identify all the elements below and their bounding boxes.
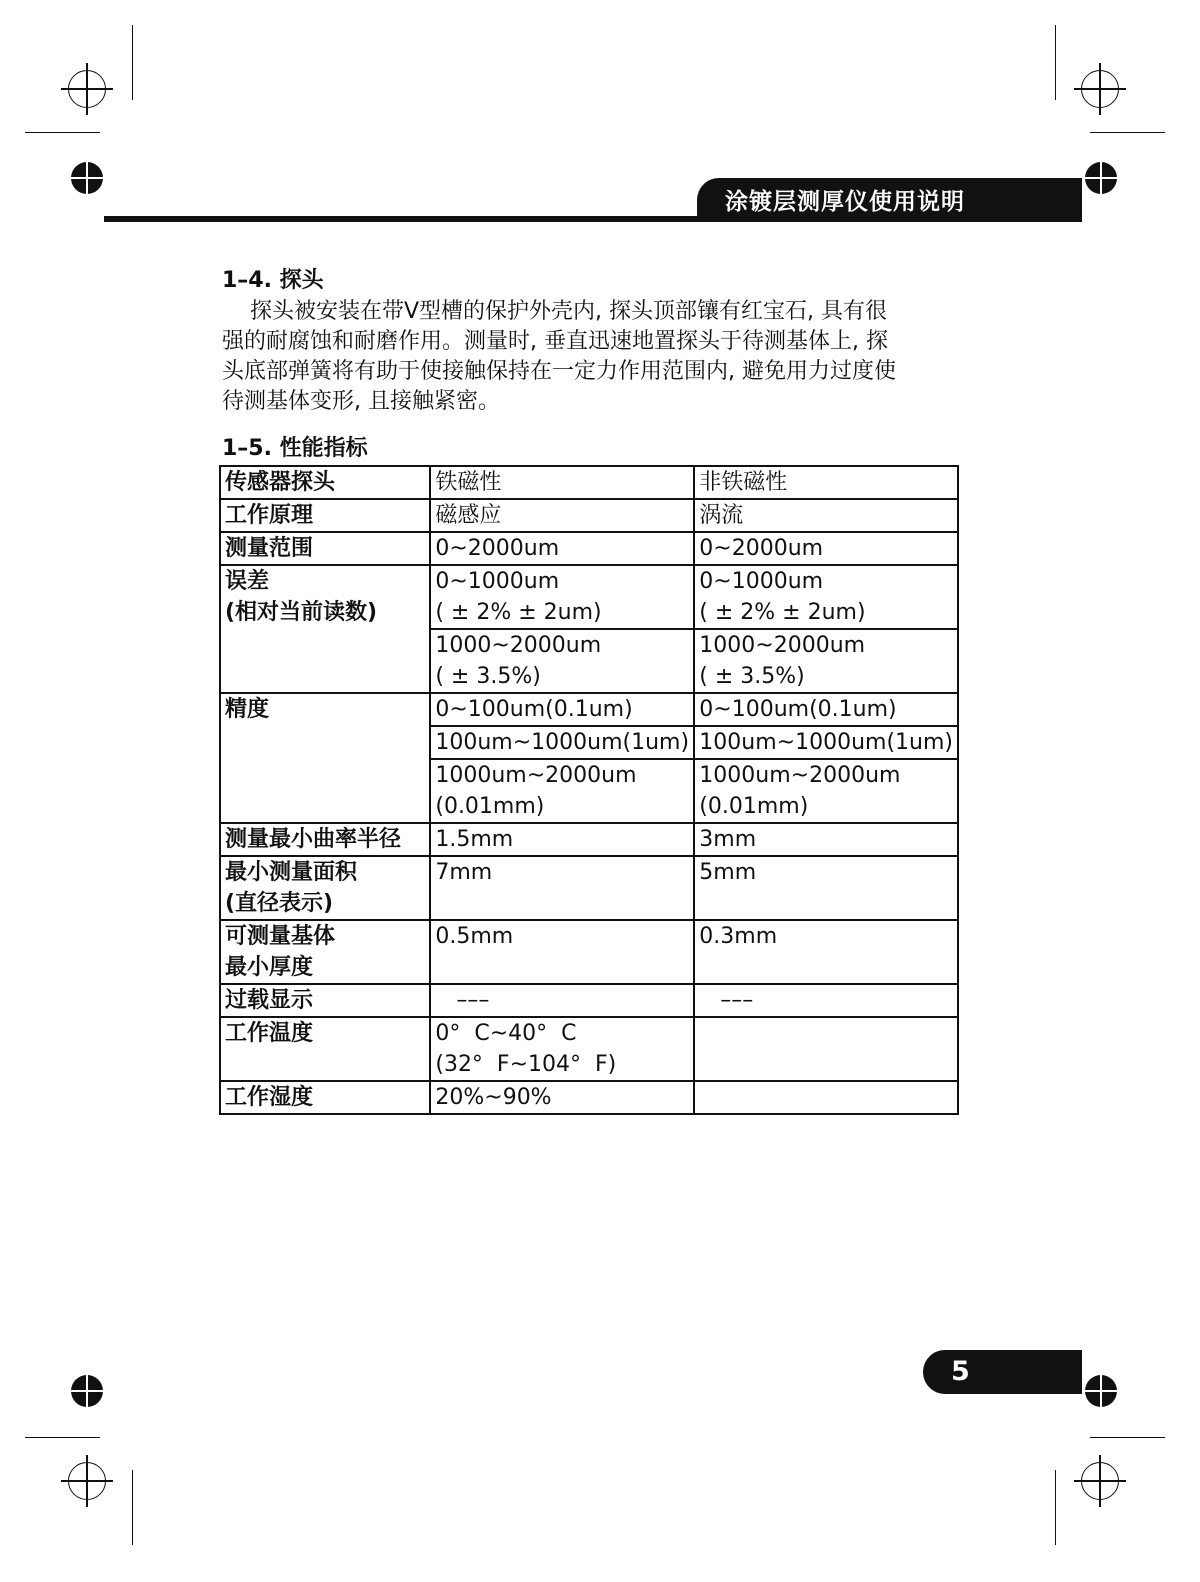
spec-nonferrous-cell [694, 532, 958, 565]
cell-line [699, 1018, 953, 1049]
table-row [220, 1017, 958, 1081]
table-row [220, 693, 958, 726]
spec-table [219, 465, 959, 1115]
spec-nonferrous-cell [694, 726, 958, 759]
spec-ferrous-cell [430, 1017, 694, 1081]
spec-ferrous-cell [430, 920, 694, 984]
table-row [220, 565, 958, 629]
cell-line: 误差 [225, 569, 270, 594]
spec-label-cell [220, 532, 430, 565]
table-row [220, 466, 958, 499]
table-row [220, 532, 958, 565]
cell-line: ––– [435, 988, 490, 1013]
spec-ferrous-cell [430, 984, 694, 1017]
registration-dot-icon [71, 162, 103, 194]
spec-nonferrous-cell [694, 1081, 958, 1114]
cell-line: 磁感应 [435, 503, 502, 528]
spec-label-cell [220, 920, 430, 984]
cell-line: 1.5mm [435, 827, 514, 852]
table-row [220, 984, 958, 1017]
cell-line: 非铁磁性 [699, 470, 788, 495]
crop-mark [132, 1470, 133, 1545]
spec-label-cell [220, 466, 430, 499]
cell-line: (0.01mm) [699, 794, 809, 819]
section-title: 1–5. 性能指标 [222, 436, 368, 461]
spec-nonferrous-cell [694, 629, 958, 693]
cell-line: 最小测量面积 [225, 860, 358, 885]
cell-line: 100um~1000um(1um) [435, 730, 690, 755]
cell-line: 0~2000um [435, 536, 560, 561]
cell-line: 0~100um(0.1um) [699, 697, 897, 722]
paragraph-line: 头底部弹簧将有助于使接触保持在一定力作用范围内, 避免用力过度使 [222, 359, 896, 384]
cell-line: 0.3mm [699, 924, 778, 949]
cell-line: 1000um~2000um [435, 763, 637, 788]
cell-line: 工作温度 [225, 1021, 314, 1046]
spec-ferrous-cell [430, 693, 694, 726]
table-row [220, 856, 958, 920]
spec-ferrous-cell [430, 726, 694, 759]
crop-mark [25, 132, 100, 133]
spec-nonferrous-cell [694, 693, 958, 726]
crop-mark [1090, 1437, 1165, 1438]
cell-line: 测量最小曲率半径 [225, 827, 402, 852]
spec-ferrous-cell [430, 499, 694, 532]
registration-dot-icon [71, 1375, 103, 1407]
spec-ferrous-cell [430, 759, 694, 823]
crop-mark [1090, 132, 1165, 133]
spec-label-cell [220, 823, 430, 856]
cell-line: 工作原理 [225, 503, 314, 528]
cell-line [699, 1082, 953, 1113]
cell-line: ( ± 2% ± 2um) [435, 600, 602, 625]
cell-line: 1000~2000um [699, 633, 866, 658]
spec-label-cell [220, 984, 430, 1017]
spec-label-cell [220, 856, 430, 920]
table-row [220, 823, 958, 856]
crop-mark [132, 25, 133, 100]
cell-line: 0~1000um [699, 569, 824, 594]
crop-mark [1055, 25, 1056, 100]
crop-mark [25, 1437, 100, 1438]
cell-line: 测量范围 [225, 536, 314, 561]
cell-line: 最小厚度 [225, 955, 314, 980]
spec-ferrous-cell [430, 823, 694, 856]
cell-line: 20%~90% [435, 1085, 552, 1110]
table-row [220, 499, 958, 532]
spec-nonferrous-cell [694, 1017, 958, 1081]
spec-ferrous-cell [430, 565, 694, 629]
cell-line: 1000um~2000um [699, 763, 901, 788]
cell-line: 0° C~40° C [435, 1021, 577, 1046]
cell-line: 7mm [435, 860, 493, 885]
spec-nonferrous-cell [694, 499, 958, 532]
registration-mark-icon [61, 1455, 113, 1507]
spec-label-cell [220, 499, 430, 532]
cell-line: 工作湿度 [225, 1085, 314, 1110]
cell-line: (直径表示) [225, 891, 334, 916]
paragraph-line: 强的耐腐蚀和耐磨作用。测量时, 垂直迅速地置探头于待测基体上, 探 [222, 329, 888, 354]
spec-ferrous-cell [430, 466, 694, 499]
spec-ferrous-cell [430, 532, 694, 565]
cell-line: 0.5mm [435, 924, 514, 949]
registration-mark-icon [1074, 1455, 1126, 1507]
spec-nonferrous-cell [694, 565, 958, 629]
cell-line: 精度 [225, 697, 270, 722]
section-probe [222, 266, 982, 416]
spec-label-cell [220, 565, 430, 693]
cell-line: 0~100um(0.1um) [435, 697, 633, 722]
cell-line: 0~1000um [435, 569, 560, 594]
spec-label-cell [220, 1081, 430, 1114]
spec-label-cell [220, 693, 430, 823]
spec-nonferrous-cell [694, 759, 958, 823]
registration-dot-icon [1085, 1375, 1117, 1407]
spec-nonferrous-cell [694, 466, 958, 499]
spec-nonferrous-cell [694, 856, 958, 920]
cell-line: ––– [699, 988, 754, 1013]
cell-line: (相对当前读数) [225, 600, 378, 625]
cell-line: (32° F~104° F) [435, 1052, 617, 1077]
cell-line: 可测量基体 [225, 924, 336, 949]
cell-line: 铁磁性 [435, 470, 502, 495]
spec-nonferrous-cell [694, 920, 958, 984]
cell-line: 100um~1000um(1um) [699, 730, 953, 755]
spec-nonferrous-cell [694, 984, 958, 1017]
registration-mark-icon [1074, 63, 1126, 115]
paragraph-line: 探头被安装在带V型槽的保护外壳内, 探头顶部镶有红宝石, 具有很 [250, 299, 888, 324]
cell-line: ( ± 3.5%) [699, 664, 805, 689]
spec-ferrous-cell [430, 629, 694, 693]
header-title: 涂镀层测厚仪使用说明 [697, 178, 1082, 222]
registration-dot-icon [1085, 162, 1117, 194]
cell-line: 传感器探头 [225, 470, 336, 495]
spec-ferrous-cell [430, 856, 694, 920]
cell-line: ( ± 3.5%) [435, 664, 541, 689]
cell-line: 5mm [699, 860, 757, 885]
cell-line: 3mm [699, 827, 757, 852]
section-title: 1–4. 探头 [222, 268, 324, 293]
cell-line: 1000~2000um [435, 633, 602, 658]
cell-line: 涡流 [699, 503, 744, 528]
cell-line: ( ± 2% ± 2um) [699, 600, 866, 625]
paragraph-line: 待测基体变形, 且接触紧密。 [222, 389, 500, 414]
cell-line: 0~2000um [699, 536, 824, 561]
cell-line: (0.01mm) [435, 794, 545, 819]
cell-line: 过载显示 [225, 988, 314, 1013]
probe-paragraph [222, 298, 982, 416]
crop-mark [1055, 1470, 1056, 1545]
page-number: 5 [923, 1350, 1082, 1394]
spec-ferrous-cell [430, 1081, 694, 1114]
spec-nonferrous-cell [694, 823, 958, 856]
table-row [220, 1081, 958, 1114]
registration-mark-icon [61, 63, 113, 115]
table-row [220, 920, 958, 984]
spec-label-cell [220, 1017, 430, 1081]
